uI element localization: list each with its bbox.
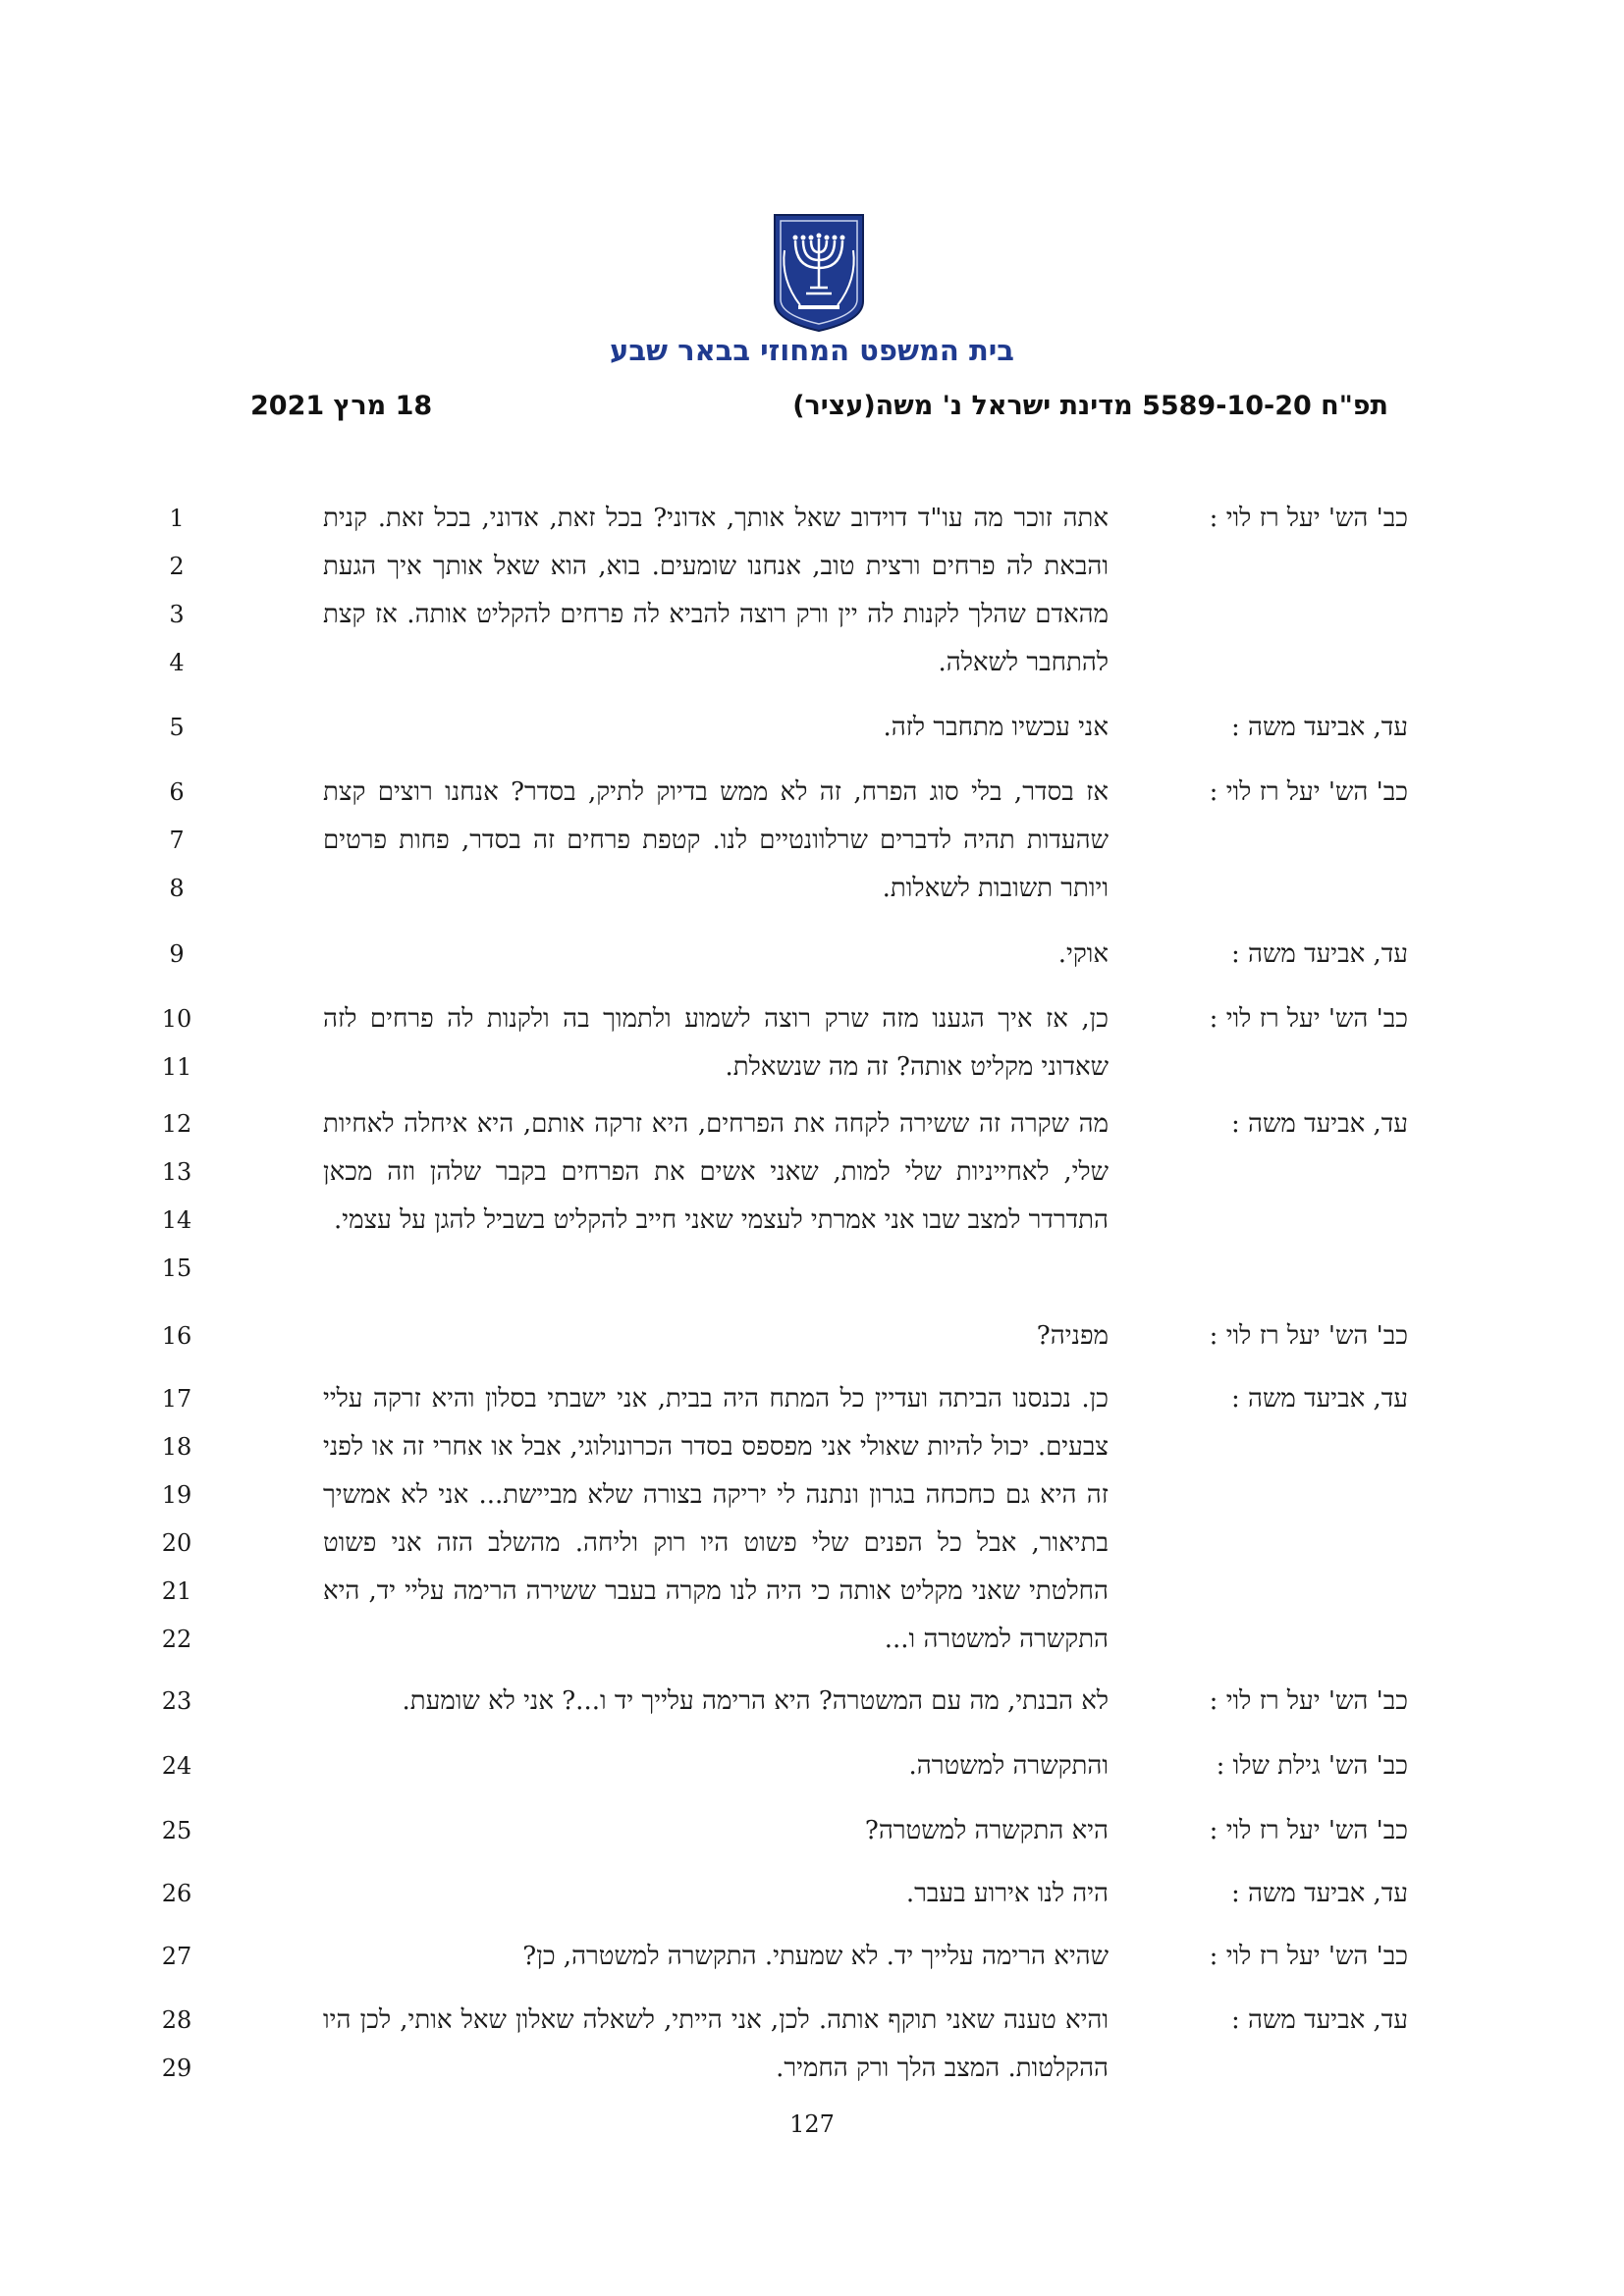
line-number: 10	[161, 1005, 192, 1033]
line-number: 28	[161, 2006, 192, 2034]
line-number: 20	[161, 1529, 192, 1557]
line-number: 2	[169, 553, 185, 580]
speech-text: והיא טענה שאני תוקף אותה. לכן, אני הייתי, לשאלה שאלון שאל אותי, לכן היו ההקלטות. המצב הלך ורק החמיר.	[323, 2005, 1109, 2083]
line-number: 25	[161, 1817, 192, 1844]
court-name: בית המשפט המחוזי בבאר שבע	[610, 334, 1014, 367]
line-number: 27	[161, 1943, 192, 1970]
line-number: 11	[161, 1053, 192, 1081]
speech-text: כן. נכנסנו הביתה ועדיין כל המתח היה בבית, אני ישבתי בסלון והיא זרקה עליי צבעים. יכול להיות שאולי אני מפספס בסדר הכרונולוגי, אבל או אחרי זה או לפני זה היא גם כחכחה בגרון ונתנה לי יריקה בצורה שלא מביישת... אני לא אמשיך בתיאור, אבל כל הפנים שלי פשוט היו רוק וליחה. מהשלב הזה אני פשוט החלטתי שאני מקליט אותה כי היה לנו מקרה בעבר ששירה הרימה עליי יד, היא התקשרה למשטרה ו...	[323, 1384, 1109, 1654]
line-number: 13	[161, 1158, 192, 1186]
line-number: 9	[169, 940, 185, 968]
line-number: 23	[161, 1687, 192, 1715]
line-number: 14	[161, 1206, 192, 1234]
line-number: 8	[169, 875, 185, 902]
speech-text: שהיא הרימה עלייך יד. לא שמעתי. התקשרה למשטרה, כן?	[522, 1942, 1109, 1971]
speech-text: אוקי.	[1057, 939, 1109, 969]
speaker-label: כב' הש' יעל רז לוי :	[1209, 777, 1408, 807]
state-emblem-icon	[771, 211, 867, 335]
speech-text: והתקשרה למשטרה.	[908, 1751, 1109, 1781]
speech-text: אתה זוכר מה עו"ד דוידוב שאל אותך, אדוני? בכל זאת, אדוני, בכל זאת. קנית והבאת לה פרחים ורצית טוב, אנחנו שומעים. בוא, הוא שאל אותך איך הגעת מהאדם שהלך לקנות לה יין ורק רוצה להביא לה פרחים להקליט אותה. אז קצת להתחבר לשאלה.	[323, 504, 1109, 677]
speech-text: היא התקשרה למשטרה?	[864, 1816, 1109, 1845]
speech-text: היה לנו אירוע בעבר.	[905, 1879, 1109, 1908]
line-number: 16	[161, 1322, 192, 1350]
line-number: 6	[169, 778, 185, 806]
speaker-label: כב' הש' יעל רז לוי :	[1209, 1004, 1408, 1034]
line-number: 1	[169, 505, 185, 532]
speaker-label: עד, אביעד משה :	[1231, 1384, 1408, 1414]
page-number: 127	[789, 2110, 835, 2138]
speech-text: לא הבנתי, מה עם המשטרה? היא הרימה עלייך יד ו...? אני לא שומעת.	[402, 1686, 1109, 1716]
line-number: 7	[169, 827, 185, 854]
line-number: 15	[161, 1255, 192, 1282]
speech-text: כן, אז איך הגענו מזה שרק רוצה לשמוע ולתמוך בה ולקנות לה פרחים לזה שאדוני מקליט אותה? זה מה שנשאלת.	[323, 1004, 1109, 1082]
line-number: 17	[161, 1385, 192, 1413]
line-number: 29	[161, 2055, 192, 2082]
speaker-label: כב' הש' יעל רז לוי :	[1209, 1321, 1408, 1351]
speech-text: אז בסדר, בלי סוג הפרח, זה לא ממש בדיוק לתיק, בסדר? אנחנו רוצים קצת שהעדות תהיה לדברים שרלוונטיים לנו. קטפת פרחים זה בסדר, פחות פרטים ויותר תשובות לשאלות.	[323, 777, 1109, 903]
line-number: 4	[169, 649, 185, 676]
speaker-label: כב' הש' גילת שלו :	[1216, 1751, 1408, 1781]
speaker-label: עד, אביעד משה :	[1231, 939, 1408, 969]
line-number: 12	[161, 1110, 192, 1138]
line-number: 22	[161, 1626, 192, 1653]
speaker-label: כב' הש' יעל רז לוי :	[1209, 504, 1408, 533]
speech-text: מפניה?	[1036, 1321, 1109, 1351]
line-number: 19	[161, 1481, 192, 1509]
speech-text: מה שקרה זה ששירה לקחה את הפרחים, היא זרקה אותם, היא איחלה לאחיות שלי, לאחייניות שלי למות, שאני אשים את הפרחים בקבר שלהן וזה מכאן התדרדר למצב שבו אני אמרתי לעצמי שאני חייב להקליט בשביל להגן על עצמי.	[323, 1109, 1109, 1235]
speaker-label: כב' הש' יעל רז לוי :	[1209, 1686, 1408, 1716]
case-title: תפ"ח 5589-10-20 מדינת ישראל נ' משה(עציר)	[792, 391, 1388, 421]
line-number: 21	[161, 1577, 192, 1605]
line-number: 5	[169, 714, 185, 741]
speaker-label: כב' הש' יעל רז לוי :	[1209, 1816, 1408, 1845]
speaker-label: עד, אביעד משה :	[1231, 1879, 1408, 1908]
line-number: 26	[161, 1880, 192, 1907]
speaker-label: כב' הש' יעל רז לוי :	[1209, 1942, 1408, 1971]
speaker-label: עד, אביעד משה :	[1231, 713, 1408, 742]
line-number: 18	[161, 1433, 192, 1461]
line-number: 24	[161, 1752, 192, 1780]
speaker-label: עד, אביעד משה :	[1231, 1109, 1408, 1139]
line-number: 3	[169, 601, 185, 628]
speech-text: אני עכשיו מתחבר לזה.	[883, 713, 1109, 742]
hearing-date: 18 מרץ 2021	[250, 391, 433, 421]
speaker-label: עד, אביעד משה :	[1231, 2005, 1408, 2035]
